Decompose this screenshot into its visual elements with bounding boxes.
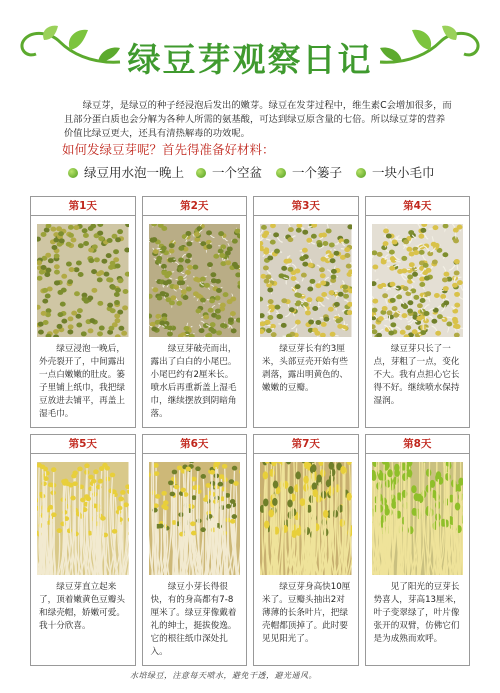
day-card — [142, 196, 248, 428]
sprout-photo — [372, 224, 464, 337]
day-label: 第4天 — [366, 197, 470, 216]
sprout-photo — [372, 462, 464, 575]
material-item: 绿豆用水泡一晚上 — [68, 163, 184, 181]
day-description: 绿豆浸泡一晚后，外壳裂开了，中间露出一点白嫩嫩的肚皮。篓子里铺上纸巾，我把绿豆放进去铺平，再盖上湿毛巾。 — [39, 344, 125, 419]
diary-grid-row-2 — [30, 434, 470, 666]
intro-paragraph: 绿豆芽，是绿豆的种子经浸泡后发出的嫩芽。绿豆在发芽过程中，维生素C会增加很多，而且部分蛋白质也会分解为各种人所需的氨基酸，可达到绿豆原含量的七倍。所以绿豆芽的营养价值比绿豆更大，还具有清热解毒的功效呢。 — [64, 100, 452, 139]
day-label: 第2天 — [143, 197, 247, 216]
sprout-photo — [37, 462, 129, 575]
sprout-photo — [260, 462, 352, 575]
bullet-icon — [196, 168, 206, 178]
day-description: 绿豆芽直立起来了，顶着嫩黄色豆瓣头和绿壳帽，娇嫩可爱。我十分欣喜。 — [39, 582, 125, 631]
day-label: 第3天 — [254, 197, 358, 216]
day-card — [30, 196, 136, 428]
day-description: 绿豆芽长有约3厘米，头部豆壳开始有些剥落，露出明黄色的、嫩嫩的豆瓣。 — [262, 344, 348, 393]
day-card — [30, 434, 136, 666]
header — [0, 0, 500, 95]
bullet-icon — [276, 168, 286, 178]
materials-list — [68, 163, 488, 183]
material-item: 一块小毛巾 — [356, 163, 435, 181]
day-card — [253, 196, 359, 428]
page-title: 绿豆芽观察日记 — [127, 40, 373, 79]
sprout-photo — [149, 462, 241, 575]
day-description: 绿豆芽只长了一点，芽粗了一点，变化不大。我有点担心它长得不好。继续喷水保持湿润。 — [373, 344, 460, 406]
day-card — [365, 434, 471, 666]
footer-note: 水培绿豆，注意每天喷水，避免干透，避光通风。 — [130, 671, 317, 680]
day-description: 见了阳光的豆芽长势喜人，芽高13厘米，叶子变翠绿了，叶片像张开的双臂，仿佛它们是为成熟而欢呼。 — [373, 582, 462, 644]
day-card — [365, 196, 471, 428]
sprout-photo — [149, 224, 241, 337]
diary-grid-row-1 — [30, 196, 470, 428]
day-description: 绿豆小芽长得很快，有的身高都有7-8厘米了。绿豆芽像戴着礼的绅士，挺拔俊逸。它的根往纸巾深处扎入。 — [150, 582, 237, 657]
material-item: 一个空盆 — [196, 163, 262, 181]
day-description: 绿豆芽破壳而出，露出了白白的小尾巴。小尾巴约有2厘米长。喷水后再重新盖上湿毛巾，继续摆放到阴暗角落。 — [150, 344, 237, 419]
materials-question: 如何发绿豆芽呢？首先得准备好材料： — [62, 142, 275, 157]
day-label: 第1天 — [31, 197, 135, 216]
sprout-photo — [37, 224, 129, 337]
bullet-icon — [356, 168, 366, 178]
day-card — [253, 434, 359, 666]
day-label: 第6天 — [143, 435, 247, 454]
bullet-icon — [68, 168, 78, 178]
day-label: 第8天 — [366, 435, 470, 454]
sprout-photo — [260, 224, 352, 337]
material-item: 一个篓子 — [276, 163, 342, 181]
day-label: 第7天 — [254, 435, 358, 454]
day-card — [142, 434, 248, 666]
day-description: 绿豆芽身高快10厘米了。豆瓣头抽出2对薄薄的长条叶片，把绿壳帽都顶掉了。此时要见见阳光了。 — [262, 582, 351, 644]
day-label: 第5天 — [31, 435, 135, 454]
